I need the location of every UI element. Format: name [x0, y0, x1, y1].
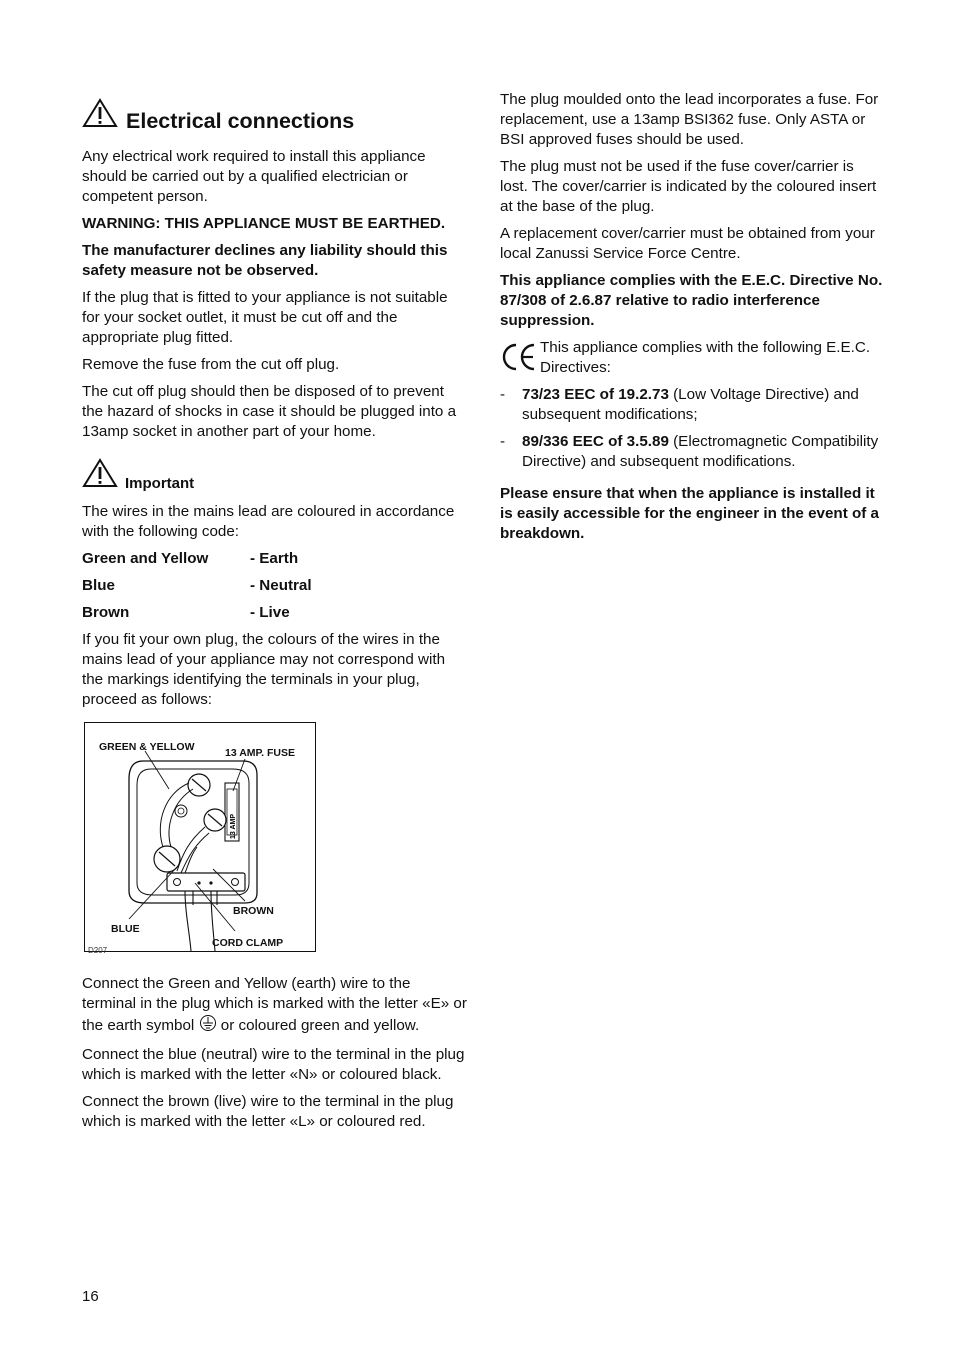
warning-triangle-icon	[82, 98, 118, 135]
connect-green-paragraph	[82, 974, 467, 1038]
color-code-row	[82, 603, 467, 623]
plug-unsuitable-paragraph: If the plug that is fitted to your appliance is not suitable for your socket outlet, it must be cut off and the appropriate plug fitted.	[82, 289, 448, 346]
fuse-body-label: 13 AMP	[230, 813, 237, 839]
ce-compliance-row	[500, 338, 885, 378]
warning-triangle-icon	[82, 458, 118, 494]
important-label: Important	[125, 475, 195, 492]
wire-meaning: - Neutral	[250, 577, 312, 594]
connect-blue-paragraph: Connect the blue (neutral) wire to the terminal in the plug which is marked with the letter «N» or coloured black.	[82, 1046, 465, 1083]
ce-mark-icon	[500, 342, 540, 378]
directive-description: (Electromagnetic Compatibility Directive) and subsequent modifications.	[522, 433, 879, 470]
connect-brown-paragraph: Connect the brown (live) wire to the terminal in the plug which is marked with the letter «L» or coloured red.	[82, 1093, 454, 1130]
wires-intro-paragraph: The wires in the mains lead are coloured in accordance with the following code:	[82, 503, 455, 540]
directive-code: 73/23 EEC of 19.2.73	[522, 386, 669, 403]
wire-meaning: - Earth	[250, 550, 299, 567]
section-heading	[82, 98, 467, 135]
eec-radio-text: This appliance complies with the E.E.C. Directive No. 87/308 of 2.6.87 relative to radio interference suppression.	[500, 272, 883, 329]
label-blue: BLUE	[111, 923, 140, 935]
liability-text: The manufacturer declines any liability should this safety measure not be observed.	[82, 242, 448, 279]
plug-wiring-diagram	[84, 722, 316, 955]
page-number: 16	[82, 1288, 99, 1305]
label-fuse: 13 AMP. FUSE	[225, 747, 296, 759]
wire-color: Blue	[82, 577, 115, 594]
directive-code: 89/336 EEC of 3.5.89	[522, 433, 669, 450]
cover-info-paragraph: The plug must not be used if the fuse cover/carrier is lost. The cover/carrier is indicated by the coloured insert at the base of the plug.	[500, 158, 877, 215]
earth-symbol-icon	[199, 1014, 217, 1038]
warning-text: WARNING: THIS APPLIANCE MUST BE EARTHED.	[82, 215, 446, 232]
dispose-paragraph: The cut off plug should then be disposed of to prevent the hazard of shocks in case it should be plugged into a 13amp socket in another part of your home.	[82, 383, 457, 440]
intro-paragraph: Any electrical work required to install this appliance should be carried out by a qualified electrician or competent person.	[82, 148, 426, 205]
wire-color: Brown	[82, 604, 130, 621]
important-heading	[82, 458, 467, 494]
label-green-yellow: GREEN & YELLOW	[99, 741, 195, 753]
fuse-info-paragraph: The plug moulded onto the lead incorporates a fuse. For replacement, use a 13amp BSI362 fuse. Only ASTA or BSI approved fuses should be used.	[500, 91, 879, 148]
diagram-reference: D207	[88, 946, 108, 955]
replacement-info-paragraph: A replacement cover/carrier must be obtained from your local Zanussi Service Force Centre.	[500, 225, 875, 262]
directive-description: (Low Voltage Directive) and subsequent modifications;	[522, 386, 859, 423]
list-item: - 73/23 EEC of 19.2.73 (Low Voltage Directive) and subsequent modifications;	[500, 386, 859, 423]
connect-green-text-b: or coloured green and yellow.	[220, 1017, 420, 1034]
own-plug-paragraph: If you fit your own plug, the colours of the wires in the mains lead of your appliance may not correspond with the markings identifying the terminals in your plug, proceed as follows:	[82, 631, 446, 708]
accessible-text: Please ensure that when the appliance is installed it is easily accessible for the engineer in the event of a breakdown.	[500, 485, 879, 542]
color-code-row	[82, 576, 467, 596]
label-brown: BROWN	[233, 905, 274, 917]
directives-list	[500, 385, 885, 472]
remove-fuse-paragraph: Remove the fuse from the cut off plug.	[82, 356, 340, 373]
connect-green-text-a: Connect the Green and Yellow (earth) wire to the terminal in the plug which is marked with the letter «E» or the earth symbol	[82, 975, 467, 1034]
page-title: Electrical connections	[126, 109, 355, 133]
right-column	[500, 90, 885, 551]
color-code-row	[82, 549, 467, 569]
wire-color: Green and Yellow	[82, 550, 209, 567]
label-cord-clamp: CORD CLAMP	[212, 937, 284, 949]
left-column	[82, 88, 467, 1139]
ce-text: This appliance complies with the following E.E.C. Directives:	[540, 339, 871, 376]
wire-meaning: - Live	[250, 604, 290, 621]
list-item: - 89/336 EEC of 3.5.89 (Electromagnetic Compatibility Directive) and subsequent modifications.	[500, 433, 879, 470]
